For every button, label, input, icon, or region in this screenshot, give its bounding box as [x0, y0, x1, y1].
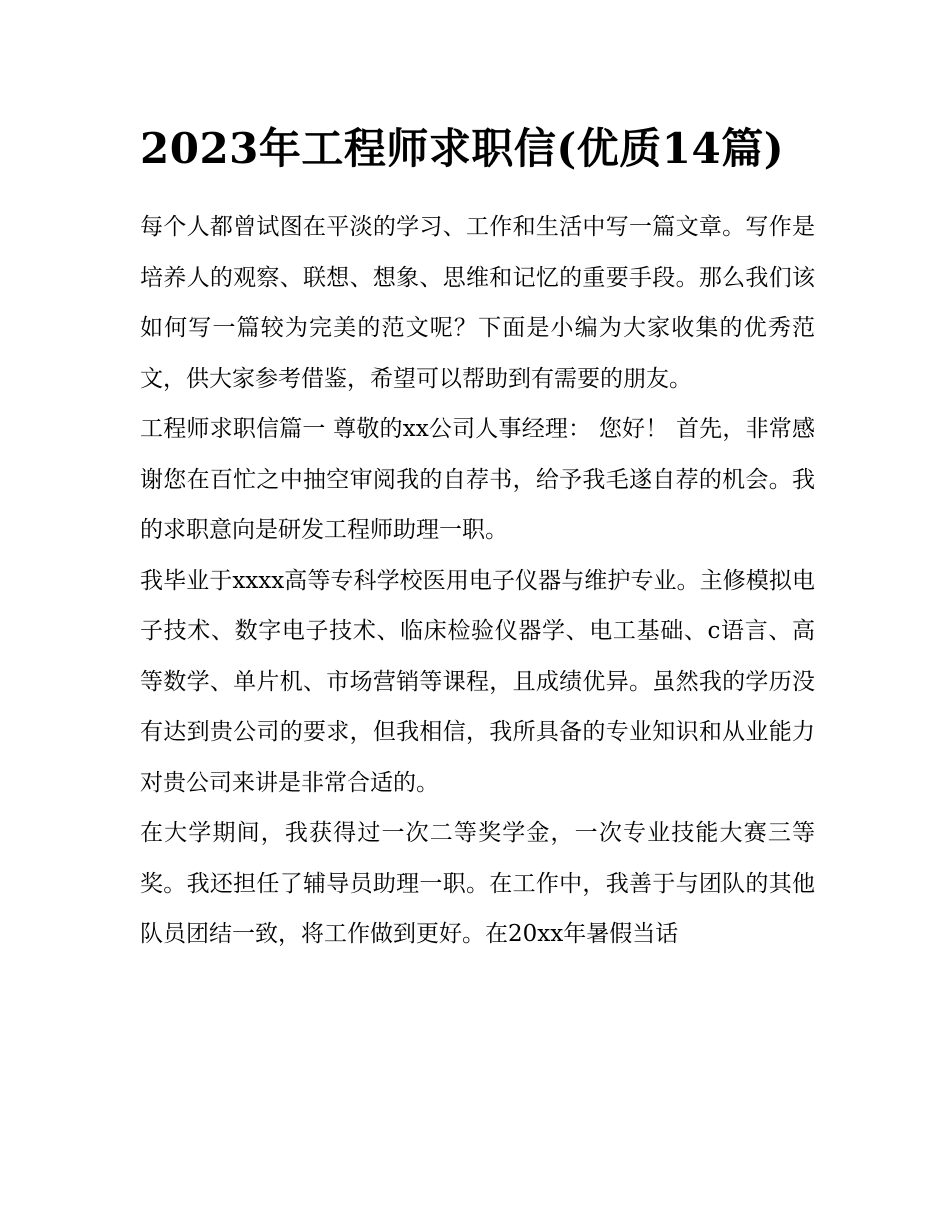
intro-paragraph: 每个人都曾试图在平淡的学习、工作和生活中写一篇文章。写作是培养人的观察、联想、想象、思维和记忆的重要手段。那么我们该如何写一篇较为完美的范文呢？下面是小编为大家收集的优秀范文，供大家参考借鉴，希望可以帮助到有需要的朋友。: [140, 214, 815, 392]
experience-paragraph: 在大学期间，我获得过一次二等奖学金，一次专业技能大赛三等奖。我还担任了辅导员助理一职。在工作中，我善于与团队的其他队员团结一致，将工作做到更好。在20xx年暑假当话: [140, 820, 815, 947]
greeting-paragraph: 工程师求职信篇一 尊敬的xx公司人事经理： 您好！ 首先，非常感谢您在百忙之中抽空审阅我的自荐书，给予我毛遂自荐的机会。我的求职意向是研发工程师助理一职。: [140, 416, 815, 543]
education-paragraph: 我毕业于xxxx高等专科学校医用电子仪器与维护专业。主修模拟电子技术、数字电子技术、临床检验仪器学、电工基础、c语言、高等数学、单片机、市场营销等课程，且成绩优异。虽然我的学历没有达到贵公司的要求，但我相信，我所具备的专业知识和从业能力对贵公司来讲是非常合适的。: [140, 567, 815, 796]
document-body: [140, 118, 815, 960]
document-title: 2023年工程师求职信(优质14篇): [140, 124, 785, 173]
